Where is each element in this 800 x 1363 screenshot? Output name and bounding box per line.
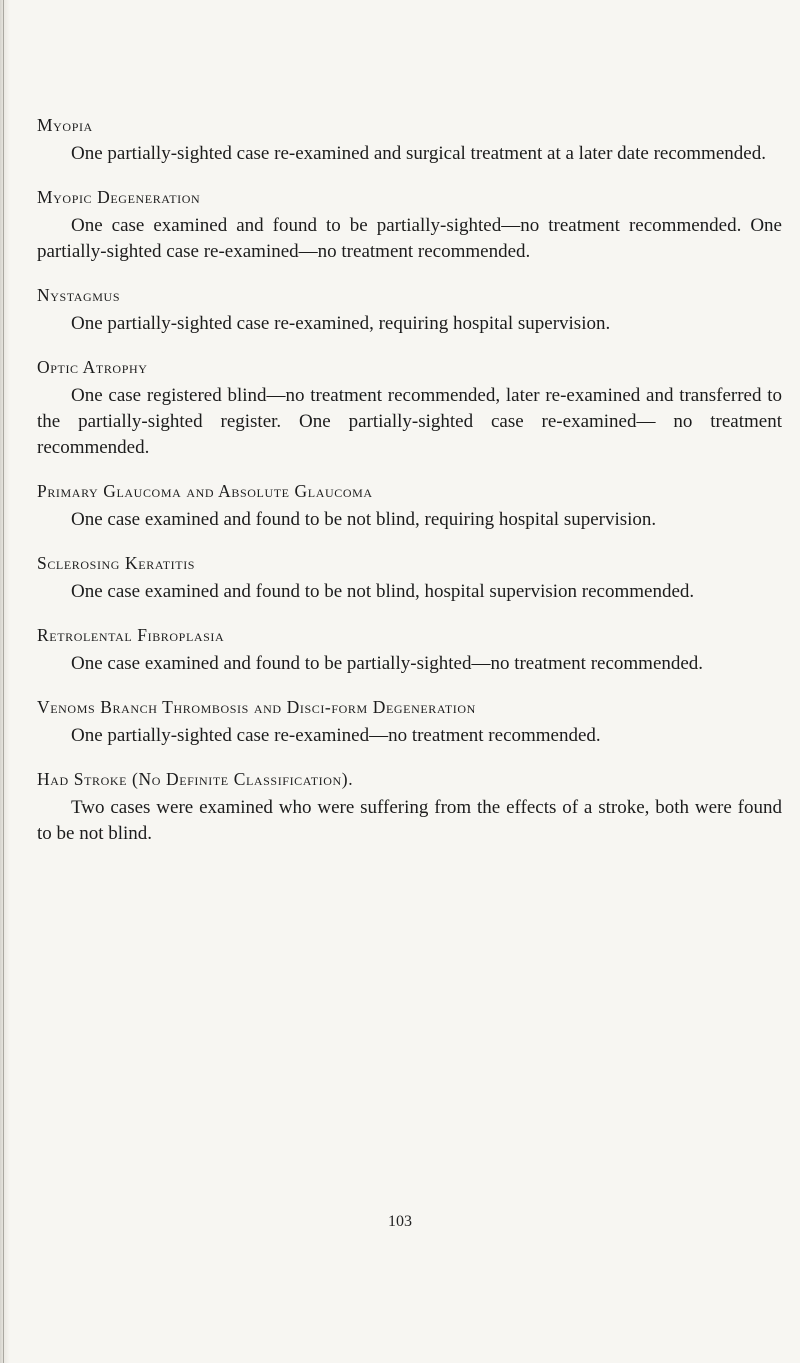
section-venoms-branch-thrombosis (37, 695, 782, 749)
page-number: 103 (388, 1213, 412, 1230)
section-heading: Sclerosing Keratitis (37, 553, 196, 573)
section-heading: Had Stroke (No Definite Classification). (37, 769, 354, 789)
section-heading: Retrolental Fibroplasia (37, 625, 225, 645)
section-myopia (37, 113, 782, 167)
section-paragraph: One case registered blind—no treatment recommended, later re-examined and transferred to the partially-sighted register. One partially-sighted case re-examined— no treatment recommended. (37, 385, 782, 458)
section-nystagmus (37, 283, 782, 337)
section-paragraph: One case examined and found to be partially-sighted—no treatment recommended. (71, 653, 704, 674)
section-paragraph: One partially-sighted case re-examined—no treatment recommended. (71, 725, 601, 746)
section-paragraph: One partially-sighted case re-examined, requiring hospital supervision. (71, 313, 611, 334)
section-myopic-degeneration (37, 185, 782, 265)
section-heading: Primary Glaucoma and Absolute Glaucoma (37, 481, 373, 501)
binding-line (3, 0, 4, 1363)
section-paragraph: One partially-sighted case re-examined and surgical treatment at a later date recommended. (71, 143, 766, 164)
section-retrolental-fibroplasia (37, 623, 782, 677)
report-body (37, 113, 782, 847)
section-sclerosing-keratitis (37, 551, 782, 605)
section-glaucoma (37, 479, 782, 533)
section-optic-atrophy (37, 355, 782, 461)
section-paragraph: One case examined and found to be not blind, requiring hospital supervision. (71, 509, 657, 530)
section-heading: Nystagmus (37, 285, 121, 305)
section-had-stroke (37, 767, 782, 847)
section-heading: Myopic Degeneration (37, 187, 201, 207)
section-heading: Optic Atrophy (37, 357, 148, 377)
binding-edge (0, 0, 10, 1363)
section-heading: Myopia (37, 115, 93, 135)
section-paragraph: One case examined and found to be partially-sighted—no treatment recommended. One partially-sighted case re-examined—no treatment recommended. (37, 215, 782, 262)
section-paragraph: Two cases were examined who were suffering from the effects of a stroke, both were found to be not blind. (37, 797, 782, 844)
section-paragraph: One case examined and found to be not blind, hospital supervision recommended. (71, 581, 695, 602)
section-heading: Venoms Branch Thrombosis and Disci-form Degeneration (37, 697, 476, 717)
